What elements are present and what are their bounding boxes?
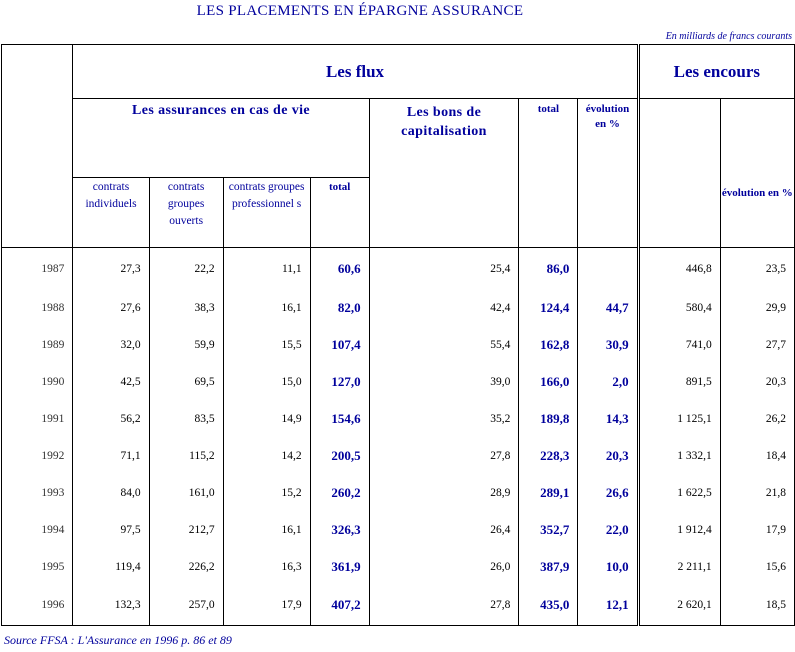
ouverts-cell: 59,9 [149,327,223,364]
total-vie-cell: 127,0 [310,364,369,401]
ouverts-cell: 257,0 [149,586,223,626]
evolution-encours-cell: 27,7 [720,327,794,364]
bons-cell: 35,2 [369,401,519,438]
year-cell: 1987 [2,248,73,290]
total-cell: 86,0 [519,248,578,290]
total-vie-cell: 260,2 [310,475,369,512]
bons-cell: 39,0 [369,364,519,401]
savings-table [1,44,795,626]
evolution-cell: 20,3 [578,438,638,475]
bons-cell: 26,4 [369,512,519,549]
encours-cell: 1 125,1 [638,401,720,438]
contrats-individuels-header: contrats individuels [73,178,149,248]
table-row [2,512,795,549]
bons-cell: 42,4 [369,290,519,327]
year-cell: 1988 [2,290,73,327]
individuels-cell: 27,6 [73,290,149,327]
year-cell: 1994 [2,512,73,549]
year-cell: 1991 [2,401,73,438]
ouverts-cell: 22,2 [149,248,223,290]
evolution-cell: 26,6 [578,475,638,512]
evolution-cell [578,248,638,290]
evolution-encours-cell: 18,5 [720,586,794,626]
professionnels-cell: 15,5 [223,327,310,364]
ouverts-cell: 69,5 [149,364,223,401]
source-note: Source FFSA : L'Assurance en 1996 p. 86 et 89 [4,633,232,647]
total-cell: 124,4 [519,290,578,327]
total-vie-header: total [310,178,369,248]
contrats-groupes-professionnels-header: contrats groupes professionnel s [223,178,310,248]
evolution-encours-cell: 18,4 [720,438,794,475]
encours-cell: 1 912,4 [638,512,720,549]
year-cell: 1992 [2,438,73,475]
year-cell: 1996 [2,586,73,626]
flux-header: Les flux [73,45,638,99]
professionnels-cell: 17,9 [223,586,310,626]
evolution-encours-cell: 23,5 [720,248,794,290]
total-cell: 352,7 [519,512,578,549]
ouverts-cell: 161,0 [149,475,223,512]
ouverts-cell: 212,7 [149,512,223,549]
evolution-cell: 30,9 [578,327,638,364]
total-cell: 189,8 [519,401,578,438]
evolution-cell: 2,0 [578,364,638,401]
professionnels-cell: 16,1 [223,512,310,549]
encours-header: Les encours [638,45,794,99]
evolution-cell: 14,3 [578,401,638,438]
evolution-encours-cell: 20,3 [720,364,794,401]
table-row [2,438,795,475]
individuels-cell: 84,0 [73,475,149,512]
ouverts-cell: 226,2 [149,549,223,586]
encours-cell: 446,8 [638,248,720,290]
encours-cell: 1 622,5 [638,475,720,512]
total-vie-cell: 361,9 [310,549,369,586]
year-cell: 1993 [2,475,73,512]
individuels-cell: 119,4 [73,549,149,586]
table-row [2,364,795,401]
bons-cell: 27,8 [369,438,519,475]
ouverts-cell: 115,2 [149,438,223,475]
evolution-cell: 10,0 [578,549,638,586]
professionnels-cell: 15,2 [223,475,310,512]
encours-cell: 2 211,1 [638,549,720,586]
individuels-cell: 71,1 [73,438,149,475]
ouverts-cell: 38,3 [149,290,223,327]
evolution-encours-cell: 17,9 [720,512,794,549]
total-cell: 228,3 [519,438,578,475]
total-vie-cell: 60,6 [310,248,369,290]
total-cell: 166,0 [519,364,578,401]
encours-cell: 1 332,1 [638,438,720,475]
page-title: LES PLACEMENTS EN ÉPARGNE ASSURANCE [196,3,524,19]
bons-cell: 27,8 [369,586,519,626]
evolution-cell: 12,1 [578,586,638,626]
evolution-cell: 44,7 [578,290,638,327]
year-cell: 1990 [2,364,73,401]
ouverts-cell: 83,5 [149,401,223,438]
professionnels-cell: 16,1 [223,290,310,327]
professionnels-cell: 16,3 [223,549,310,586]
encours-cell: 891,5 [638,364,720,401]
encours-cell: 2 620,1 [638,586,720,626]
total-vie-cell: 200,5 [310,438,369,475]
evolution-encours-header: évolution en % [720,99,794,248]
total-cell: 435,0 [519,586,578,626]
total-cell: 162,8 [519,327,578,364]
bons-cell: 55,4 [369,327,519,364]
contrats-groupes-ouverts-header: contrats groupes ouverts [149,178,223,248]
year-cell: 1995 [2,549,73,586]
individuels-cell: 132,3 [73,586,149,626]
encours-cell: 580,4 [638,290,720,327]
bons-cell: 25,4 [369,248,519,290]
table-row [2,327,795,364]
bons-capitalisation-header: Les bons de capitalisation [369,99,519,248]
individuels-cell: 56,2 [73,401,149,438]
individuels-cell: 27,3 [73,248,149,290]
bons-cell: 26,0 [369,549,519,586]
bons-cell: 28,9 [369,475,519,512]
table-row [2,475,795,512]
table-row [2,586,795,626]
evolution-encours-cell: 21,8 [720,475,794,512]
total-vie-cell: 82,0 [310,290,369,327]
professionnels-cell: 11,1 [223,248,310,290]
total-cell: 387,9 [519,549,578,586]
table-row [2,290,795,327]
total-vie-cell: 326,3 [310,512,369,549]
total-flux-header: total [519,99,578,248]
evolution-flux-header: évolution en % [578,99,638,248]
evolution-cell: 22,0 [578,512,638,549]
total-vie-cell: 107,4 [310,327,369,364]
professionnels-cell: 14,9 [223,401,310,438]
encours-cell: 741,0 [638,327,720,364]
encours-value-header [638,99,720,248]
table-row [2,401,795,438]
table-row [2,549,795,586]
professionnels-cell: 14,2 [223,438,310,475]
unit-note: En milliards de francs courants [665,31,792,42]
table-row [2,248,795,290]
professionnels-cell: 15,0 [223,364,310,401]
assurances-vie-header: Les assurances en cas de vie [73,99,369,178]
individuels-cell: 42,5 [73,364,149,401]
evolution-encours-cell: 29,9 [720,290,794,327]
evolution-encours-cell: 26,2 [720,401,794,438]
individuels-cell: 32,0 [73,327,149,364]
year-cell: 1989 [2,327,73,364]
total-vie-cell: 154,6 [310,401,369,438]
total-vie-cell: 407,2 [310,586,369,626]
total-cell: 289,1 [519,475,578,512]
year-header-cell [2,45,73,248]
individuels-cell: 97,5 [73,512,149,549]
evolution-encours-cell: 15,6 [720,549,794,586]
